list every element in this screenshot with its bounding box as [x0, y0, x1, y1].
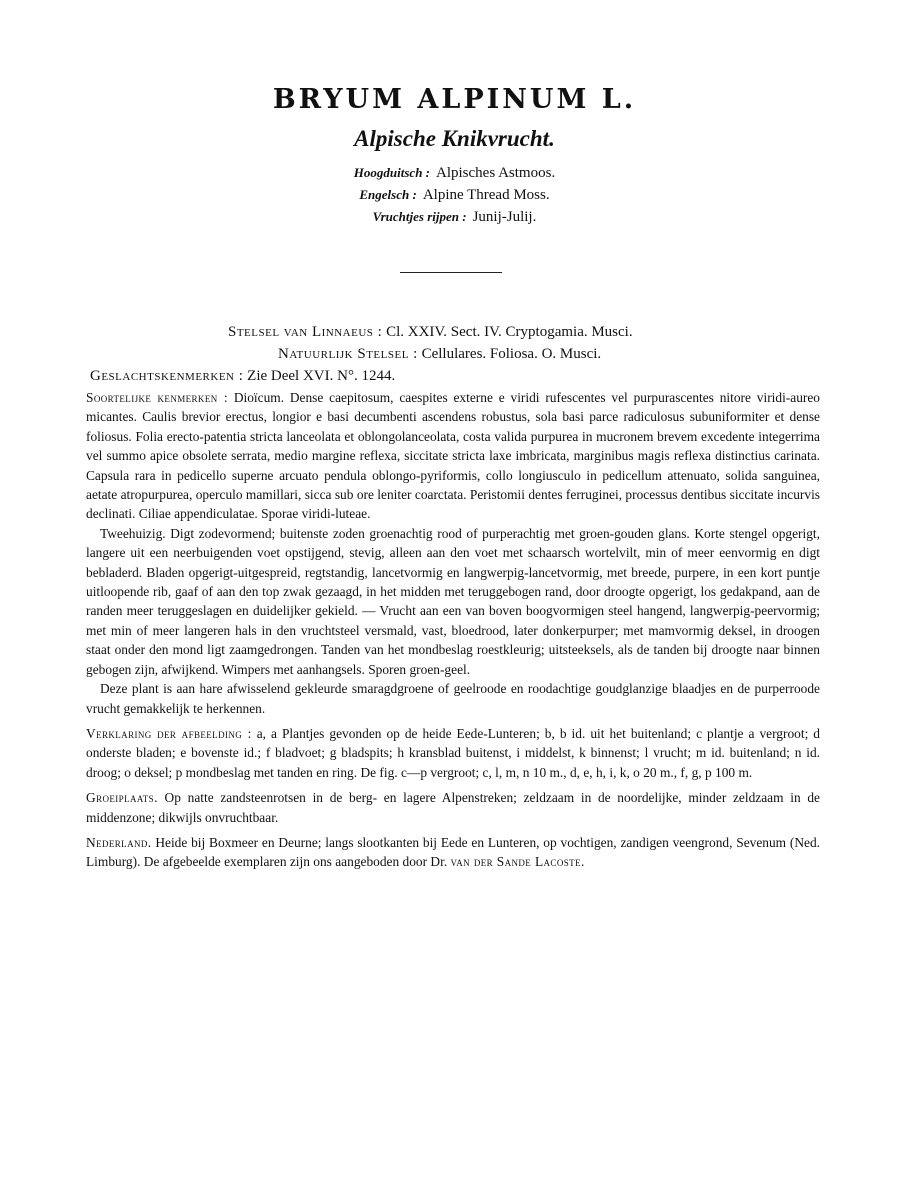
common-names — [0, 162, 909, 228]
natural-system — [0, 344, 909, 364]
natural-value: Cellulares. Foliosa. O. Musci. — [421, 346, 602, 362]
genus-value: Zie Deel XVI. N°. 1244. — [247, 368, 396, 384]
habitat-text: Op natte zandsteenrotsen in de berg- en lagere Alpenstreken; zeldzaam in de noordelijke, minder zeldzaam in de middenzone; dikwijls onvruchtbaar. — [86, 790, 820, 825]
netherlands-locations — [86, 833, 820, 872]
habitat-label: Groeiplaats. — [86, 790, 158, 806]
name-german — [0, 162, 909, 184]
linnaeus-system — [0, 322, 909, 342]
netherlands-text: Heide bij Boxmeer en Deurne; langs slootkanten bij Eede en Lunteren, op vochtigen, zandigen veengrond, Sevenum (Ned. Limburg). De afgebeelde exemplaren zijn ons aangeboden door Dr. — [86, 834, 820, 870]
netherlands-label: Nederland. — [86, 834, 152, 850]
main-text — [86, 388, 820, 872]
name-label: Vruchtjes rijpen : — [372, 209, 467, 224]
dutch-name: Alpische Knikvrucht. — [354, 126, 555, 151]
figure-explanation — [86, 724, 820, 782]
name-label: Engelsch : — [359, 187, 417, 202]
name-english — [0, 184, 909, 206]
divider-rule — [400, 272, 502, 273]
linnaeus-label: Stelsel van Linnaeus : — [228, 324, 383, 340]
figure-label: Verklaring der afbeelding : — [86, 725, 252, 741]
name-value: Junij-Julij. — [472, 209, 537, 225]
species-latin: Dioïcum. Dense caepitosum, caespites externe e viridi rufescentes vel purpurascentes nitore viridi-aureo micantes. Caulis brevior erectus, longior e basi decumbenti ascendens robustus, sola basi parce radiculosus subuniformiter et dense foliosus. Folia erecto-patentia stricta lanceolata et oblongolanceolata, costa valida purpurea in mucronem brevem excedente integerrima vel summo apice obsolete serrata, medio margine reflexa, siccitate stricta laxe imbricata, marginibus magis reflexa distinctius carinata. Capsula rara in pedicello superne arcuato pendula oblongo-pyriformis, collo longiusculo in pedicellum attenuato, solida sanguinea, aetate atropurpurea, operculo mamillari, sicca sub ore leniter coarctata. Peristomii dentes ferruginei, processus dentibus siccitate incurvis declinati. Ciliae appendiculatae. Sporae viridi-luteae. — [86, 390, 820, 522]
species-label: Soortelijke kenmerken : — [86, 390, 228, 405]
genus-label: Geslachtskenmerken : — [90, 368, 244, 384]
figure-text: a, a Plantjes gevonden op de heide Eede-Lunteren; b, b id. uit het buitenland; c plantje a vergroot; d onderste bladen; e bovenste id.; f bladvoet; g bladspits; h kransblad buitenst, i middelst, k binnenst; l vrucht; m id. buitenland; n id. droog; o deksel; p mondbeslag met tanden en ring. De fig. c—p vergroot; c, l, m, n 10 m., d, e, h, i, k, o 20 m., f, g, p 100 m. — [86, 725, 820, 780]
natural-label: Natuurlijk Stelsel : — [278, 346, 418, 362]
donor-name: van der Sande Lacoste. — [450, 854, 585, 870]
name-value: Alpine Thread Moss. — [422, 187, 550, 203]
habitat — [86, 788, 820, 827]
dutch-description: Tweehuizig. Digt zodevormend; buitenste zoden groenachtig rood of purperachtig met groen-gouden glans. Korte stengel opgerigt, langere uit een neerbuigenden voet opstijgend, stevig, alleen aan den voet met schaarsch wortelvilt, min of meer eenvormig en digt bebladerd. Bladen opgerigt-uitgespreid, regtstandig, lancetvormig en langwerpig-lancetvormig, met breede, purpere, in een kort puntje uitloopende rib, gaaf of aan den top zwak gezaagd, in het midden met teruggebogen rand, door droogte opgerigt, los gedakpand, aan de randen meer teruggeslagen en duidelijker gekield. — Vrucht aan een van boven boogvormigen steel hangend, langwerpig-peervormig; met min of meer langeren hals in den vruchtsteel versmald, vast, bloedrood, later donkerpurper; met mamvormig deksel, in droogen staat onder den mond ligt zaamgedrongen. Tanden van het mondbeslag roestkleurig; uitsteeksels, als de tanden bij droogte naar binnen gebogen zijn, afwijkend. Wimpers met aanhangsels. Sporen groen-geel. — [86, 525, 820, 677]
page-title: BRYUM ALPINUM L. — [272, 84, 637, 115]
name-label: Hoogduitsch : — [353, 165, 431, 180]
fruit-ripening — [0, 206, 909, 228]
genus-characters — [0, 366, 909, 386]
remark: Deze plant is aan hare afwisselend gekleurde smaragdgroene of geelroode en roodachtige goudglanzige blaadjes en de purperroode vrucht gemakkelijk te herkennen. — [86, 681, 820, 716]
linnaeus-value: Cl. XXIV. Sect. IV. Cryptogamia. Musci. — [386, 324, 633, 340]
species-characters — [86, 388, 820, 524]
name-value: Alpisches Astmoos. — [436, 165, 556, 181]
